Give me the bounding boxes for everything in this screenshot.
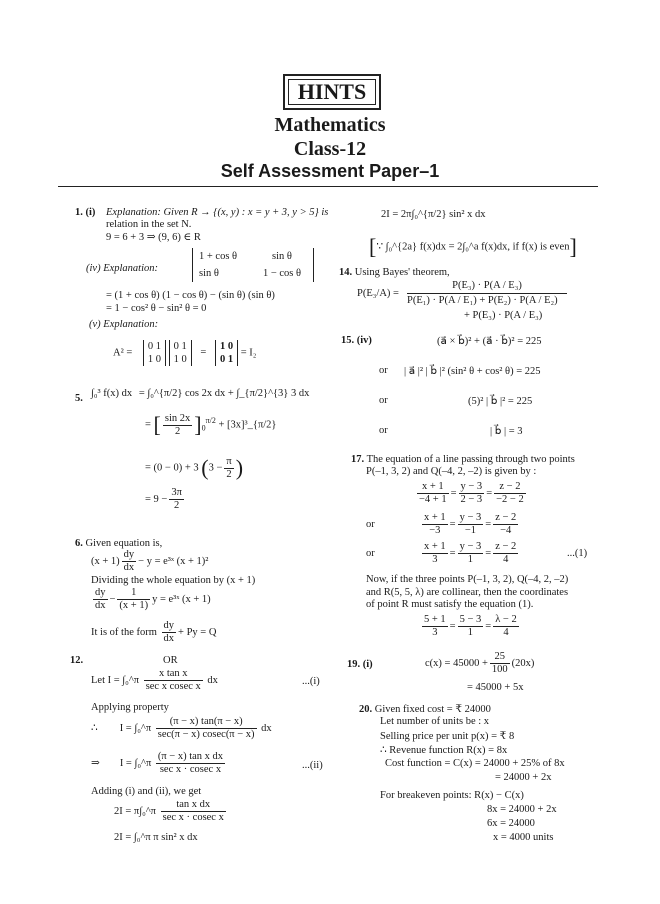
subject-title: Mathematics xyxy=(274,114,386,136)
q1-iv-step2: = (1 + cos θ) (1 − cos θ) − (sin θ) (sin θ) xyxy=(106,290,275,301)
header-divider xyxy=(58,186,598,187)
q1-iv-label: (iv) Explanation: xyxy=(86,263,159,274)
q14-line1: 14. Using Bayes' theorem, xyxy=(339,267,450,278)
q15-number: 15. (iv) xyxy=(341,335,372,346)
q17-line5: of point R must satisfy the equation (1). xyxy=(366,599,534,610)
q17-eq4: $\frac{5 + 1}{3}$ = $\frac{5 - 3}{1}$ = $\frac{\lambda - 2}{4}$ xyxy=(424,614,517,638)
q6-line4: $\frac{dy}{dx}$ − $\frac{1}{(x + 1)}$ y = e³ˣ (x + 1) xyxy=(95,587,211,611)
q19-step1: c(x) = 45000 + $\frac{25}{100}$ (20x) xyxy=(425,651,535,675)
paper-title: Self Assessment Paper–1 xyxy=(220,161,440,181)
q20-line3: Selling price per unit p(x) = ₹ 8 xyxy=(380,731,515,742)
q15-step4: | b⃗ | = 3 xyxy=(490,426,523,437)
q20-line2: Let number of units be : x xyxy=(380,716,490,727)
q15-or2: or xyxy=(379,395,388,406)
q20-line9: 6x = 24000 xyxy=(487,818,535,829)
q1-iv-determinant: 1 + cos θ sin θ sin θ 1 − cos θ xyxy=(192,248,314,282)
q15-step3: (5)² | b⃗ |² = 225 xyxy=(468,396,533,407)
hints-title: HINTS xyxy=(283,74,381,110)
q5-step3: = (0 − 0) + 3 (3 − $\frac{\pi}{2}$ ) xyxy=(145,455,244,480)
q1-v-matrix: A² = 0 1 1 0 0 1 1 0 = 1 0 0 1 = I₂ xyxy=(113,341,257,365)
q20-line4: ∴ Revenue function R(x) = 8x xyxy=(380,745,508,756)
q17-eq1: $\frac{x + 1}{-4 + 1}$ = $\frac{y - 3}{2 - 3}$ = $\frac{z - 2}{-2 - 2}$ xyxy=(419,481,524,505)
q12-step7: 2I = ∫₀^π π sin² x dx xyxy=(114,832,198,843)
q1-line2: relation in the set N. xyxy=(106,219,192,230)
q12-step6: 2I = π∫₀^π $\frac{\text{tan x dx}}{\text{sec x · cosec x}}$ xyxy=(114,799,224,823)
q1-number: 1. (i) xyxy=(75,207,96,218)
q14-fraction-bar xyxy=(407,293,567,294)
q20-line1: 20. Given fixed cost = ₹ 24000 xyxy=(359,704,491,715)
q17-line2: P(–1, 3, 2) and Q(–4, 2, –2) is given by : xyxy=(366,466,537,477)
q20-line8: 8x = 24000 + 2x xyxy=(487,804,557,815)
q15-or1: or xyxy=(379,365,388,376)
q17-line4: and R(5, 5, λ) are collinear, then the coordinates xyxy=(366,587,569,598)
q12-or: OR xyxy=(163,655,178,666)
q1-v-label: (v) Explanation: xyxy=(89,319,159,330)
q17-or2: or xyxy=(366,548,375,559)
q6-line1: 6. Given equation is, xyxy=(75,538,163,549)
q14-denominator2: + P(E₃) · P(A / E₃) xyxy=(464,310,543,321)
q5-step1: ∫₀³ f(x) dx = ∫₀^{π/2} cos 2x dx + ∫_{π/2}^{3} 3 dx xyxy=(91,388,310,399)
q15-or3: or xyxy=(379,425,388,436)
q17-eq2: $\frac{x + 1}{-3}$ = $\frac{y - 3}{-1}$ = $\frac{z - 2}{-4}$ xyxy=(424,512,517,536)
q17-or1: or xyxy=(366,519,375,530)
r-step1: 2I = 2π∫₀^{π/2} sin² x dx xyxy=(381,209,486,220)
q12-step2: Applying property xyxy=(91,702,169,713)
q12-step3: ∴ I = ∫₀^π $\frac{(\pi - x) \tan(\pi - x)}{\sec(\pi - x) cosec(\pi - x)}$ dx xyxy=(91,716,272,740)
q12-tag-ii: ...(ii) xyxy=(302,760,323,771)
q20-line7: For breakeven points: R(x) − C(x) xyxy=(380,790,524,801)
q12-step1: Let I = ∫₀^π $\frac{\text{x tan x}}{\text{sec x cosec x}}$ dx xyxy=(91,668,218,692)
q1-line3: 9 = 6 + 3 ⇒ (9, 6) ∈ R xyxy=(106,232,201,243)
q12-tag-i: ...(i) xyxy=(302,676,320,687)
q5-step2: = [ $\frac{\sin 2x}{2}$ ]$_0^{\pi/2}$ + [3x]³_{π/2} xyxy=(145,412,277,437)
q14-denominator1: P(E₁) · P(A / E₁) + P(E₂) · P(A / E₂) xyxy=(407,295,558,306)
q15-step2: | a⃗ |² | b⃗ |² (sin² θ + cos² θ) = 225 xyxy=(404,366,541,377)
q6-line2: (x + 1) $\frac{dy}{dx}$ − y = e³ˣ (x + 1)² xyxy=(91,549,209,573)
q17-line1: 17. The equation of a line passing through two points xyxy=(351,454,575,465)
q5-number: 5. xyxy=(75,393,83,404)
q19-number: 19. (i) xyxy=(347,659,373,670)
q14-numerator: P(E₃) · P(A / E₃) xyxy=(452,280,522,291)
q20-line6: = 24000 + 2x xyxy=(495,772,552,783)
q6-line5: It is of the form $\frac{dy}{dx}$ + Py = Q xyxy=(91,620,217,644)
q17-eq3: $\frac{x + 1}{3}$ = $\frac{y - 3}{1}$ = $\frac{z - 2}{4}$ xyxy=(424,541,517,565)
r-step2: [∵ ∫₀^{2a} f(x)dx = 2∫₀^a f(x)dx, if f(x) is even] xyxy=(369,234,577,259)
q17-line3: Now, if the three points P(–1, 3, 2), Q(–4, 2, –2) xyxy=(366,574,569,585)
q12-step5: Adding (i) and (ii), we get xyxy=(91,786,202,797)
q1-iv-step3: = 1 − cos² θ − sin² θ = 0 xyxy=(106,303,207,314)
q19-step2: = 45000 + 5x xyxy=(467,682,524,693)
q15-step1: (a⃗ × b⃗)² + (a⃗ · b⃗)² = 225 xyxy=(437,336,542,347)
q17-tag: ...(1) xyxy=(567,548,588,559)
q20-line10: x = 4000 units xyxy=(493,832,554,843)
q12-step4: ⇒ I = ∫₀^π $\frac{\text{(π − x) tan x dx}}{\text{sec x · cosec x}}$ xyxy=(91,751,224,775)
q14-lhs: P(E₃/A) = xyxy=(357,288,399,299)
q1-explanation: Explanation: Given R → {(x, y) : x = y + 3, y > 5} is xyxy=(106,207,329,218)
q6-line3: Dividing the whole equation by (x + 1) xyxy=(91,575,256,586)
q12-number: 12. xyxy=(70,655,84,666)
q5-step4: = 9 − $\frac{3\pi}{2}$ xyxy=(145,487,182,511)
class-title: Class-12 xyxy=(293,138,367,160)
q20-line5: Cost function = C(x) = 24000 + 25% of 8x xyxy=(385,758,565,769)
